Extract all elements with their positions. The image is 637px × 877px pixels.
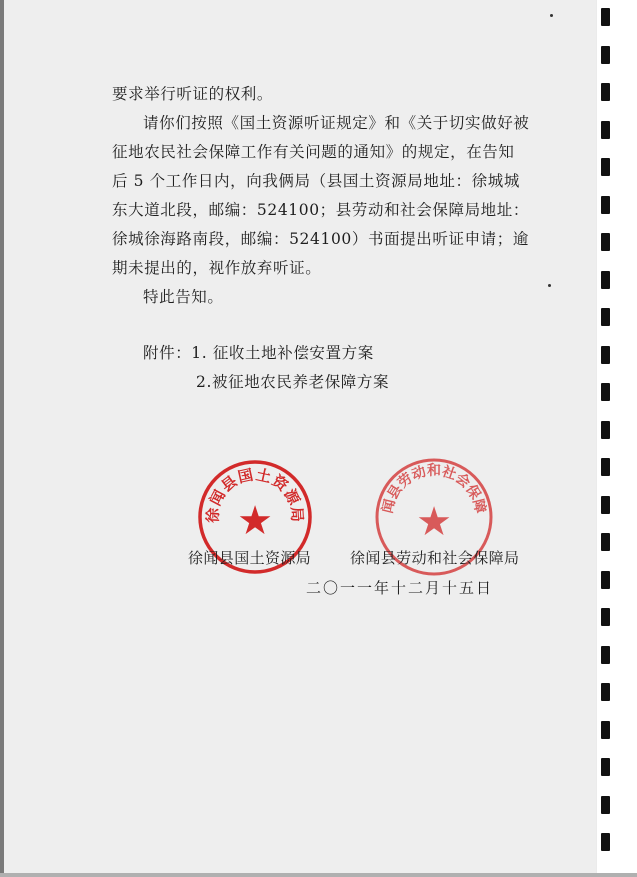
feed-hole <box>601 796 610 814</box>
feed-hole <box>601 496 610 514</box>
feed-hole <box>601 196 610 214</box>
feed-hole <box>601 833 610 851</box>
attachment-item-2: 2.被征地农民养老保障方案 <box>196 373 390 391</box>
signatory-labor-bureau: 徐闻县劳动和社会保障局 <box>350 549 520 567</box>
paragraph-line: 要求举行听证的权利。 <box>112 85 274 103</box>
star-icon: ★ <box>416 499 452 545</box>
feed-hole <box>601 8 610 26</box>
feed-hole <box>601 721 610 739</box>
closing-line: 特此告知。 <box>143 288 224 306</box>
feed-hole <box>601 646 610 664</box>
feed-hole <box>601 758 610 776</box>
feed-hole <box>601 571 610 589</box>
paragraph-line: 请你们按照《国土资源听证规定》和《关于切实做好被 <box>143 114 530 132</box>
feed-hole <box>601 233 610 251</box>
notice-body <box>112 80 552 397</box>
paragraph-line: 东大道北段，邮编：524100；县劳动和社会保障局地址： <box>112 201 529 219</box>
star-icon: ★ <box>237 498 273 544</box>
feed-hole <box>601 308 610 326</box>
issue-date: 二〇一一年十二月十五日 <box>306 579 494 597</box>
paragraph-line: 征地农民社会保障工作有关问题的通知》的规定，在告知 <box>112 143 515 161</box>
document-page <box>4 0 596 877</box>
paragraph-line: 后 5 个工作日内，向我俩局（县国土资源局地址：徐城城 <box>112 172 520 190</box>
feed-hole <box>601 421 610 439</box>
paragraph-line: 期未提出的，视作放弃听证。 <box>112 259 322 277</box>
feed-hole <box>601 346 610 364</box>
feed-hole <box>601 121 610 139</box>
attachment-item-1: 附件：1. 征收土地补偿安置方案 <box>143 344 374 362</box>
feed-hole <box>601 608 610 626</box>
seal-text: 徐闻县国土资源局 <box>203 465 307 524</box>
paragraph-line: 徐城徐海路南段，邮编：524100）书面提出听证申请；逾 <box>112 230 529 248</box>
seal-text: 徐闻县劳动和社会保障局 <box>365 443 489 515</box>
scan-speck <box>550 14 553 17</box>
feed-hole <box>601 533 610 551</box>
feed-hole <box>601 683 610 701</box>
printer-feed-strip <box>597 0 637 877</box>
feed-hole <box>601 383 610 401</box>
signatory-land-bureau: 徐闻县国土资源局 <box>188 549 312 567</box>
feed-hole <box>601 46 610 64</box>
feed-hole <box>601 458 610 476</box>
scan-edge-bottom <box>0 873 637 877</box>
feed-hole <box>601 271 610 289</box>
feed-hole <box>601 83 610 101</box>
feed-hole <box>601 158 610 176</box>
